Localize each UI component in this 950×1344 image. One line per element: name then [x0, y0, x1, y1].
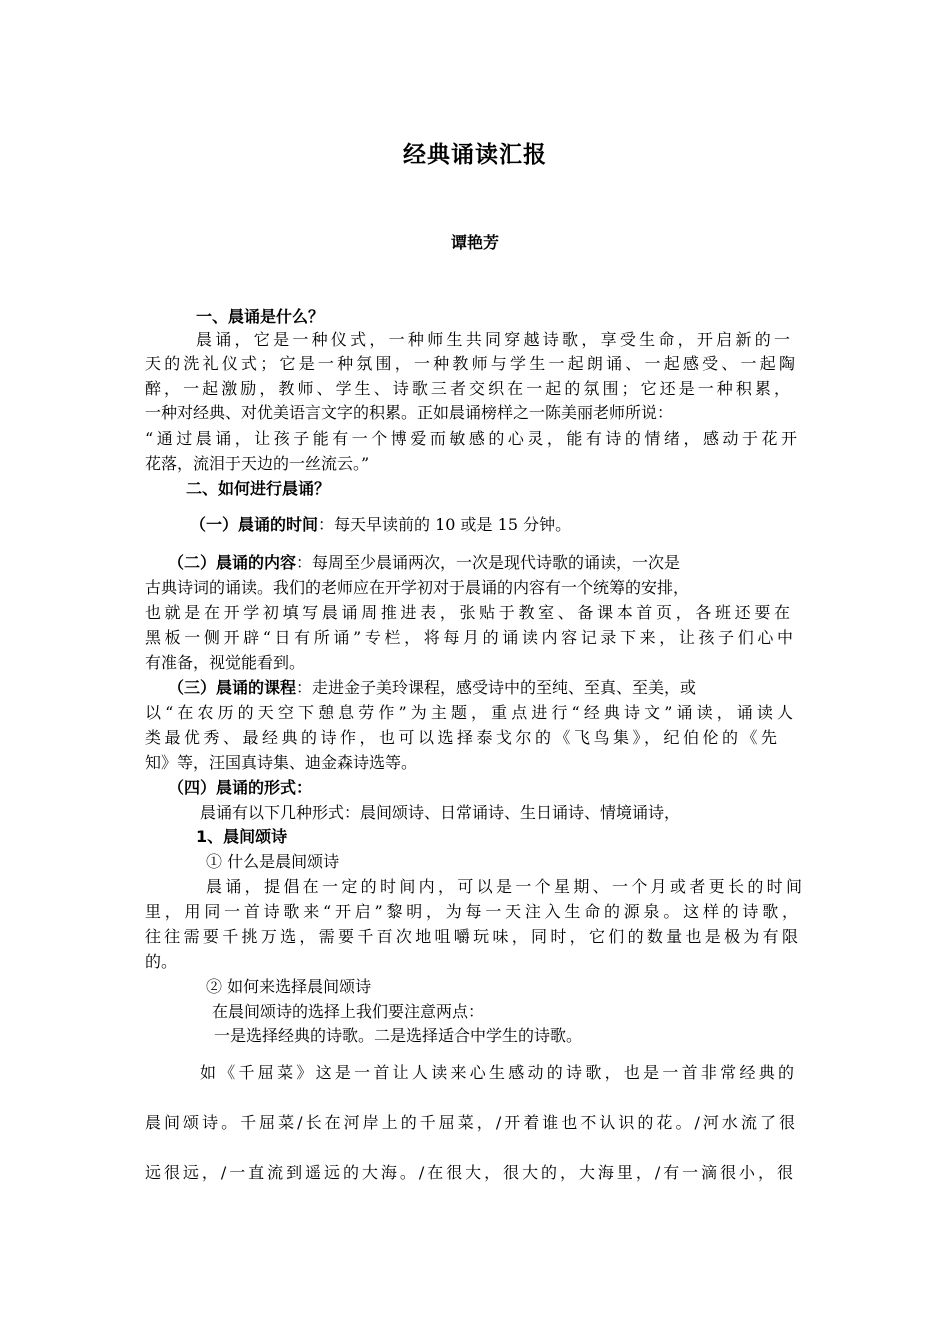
paragraph-line: 的。 — [145, 952, 178, 971]
paragraph-line: 晨诵，它是一种仪式，一种师生共同穿越诗歌，享受生命，开启新的一 — [196, 330, 790, 349]
paragraph-line — [168, 677, 828, 699]
author-name: 谭艳芳 — [450, 233, 499, 252]
paragraph-line: 知》等，汪国真诗集、迪金森诗选等。 — [145, 753, 418, 772]
subsection-label: （三）晨诵的课程 — [168, 678, 297, 697]
paragraph-line: 远很远，/一直流到遥远的大海。/在很大，很大的，大海里，/有一滴很小，很 — [145, 1163, 793, 1182]
paragraph-line: 在晨间颂诗的选择上我们要注意两点： — [212, 1002, 485, 1021]
subsection-text: ：走进金子美玲课程，感受诗中的至纯、至真、至美，或 — [296, 678, 697, 697]
subsection-text: ：每天早读前的 10 或是 15 分钟。 — [318, 515, 572, 534]
paragraph-line: 一种对经典、对优美语言文字的积累。正如晨诵榜样之一陈美丽老师所说： — [145, 403, 674, 422]
paragraph-line — [168, 552, 828, 574]
paragraph-line: 天的洗礼仪式；它是一种氛围，一种教师与学生一起朗诵、一起感受、一起陶 — [145, 354, 795, 373]
paragraph-line: 晨诵，提倡在一定的时间内，可以是一个星期、一个月或者更长的时间 — [206, 877, 802, 896]
section-heading: 一、晨诵是什么？ — [196, 307, 325, 326]
paragraph-line: 醉，一起激励，教师、学生、诗歌三者交织在一起的氛围；它还是一种积累， — [145, 379, 790, 398]
paragraph-line: 如《千屈菜》这是一首让人读来心生感动的诗歌，也是一首非常经典的 — [200, 1063, 794, 1082]
paragraph-line: 以“在农历的天空下憩息劳作”为主题，重点进行“经典诗文”诵读，诵读人 — [145, 703, 793, 722]
paragraph-line: 黑板一侧开辟“日有所诵”专栏，将每月的诵读内容记录下来，让孩子们心中 — [145, 628, 793, 647]
paragraph-line: 晨间颂诗。千屈菜/长在河岸上的千屈菜，/开着谁也不认识的花。/河水流了很 — [145, 1113, 795, 1132]
subsection-heading: （四）晨诵的形式： — [168, 778, 313, 797]
paragraph-line: 一是选择经典的诗歌。二是选择适合中学生的诗歌。 — [214, 1026, 583, 1045]
subsection-heading: 1、晨间颂诗 — [196, 827, 288, 846]
subsection-label: （二）晨诵的内容 — [168, 553, 297, 572]
paragraph-line: 有准备，视觉能看到。 — [145, 653, 306, 672]
paragraph-line: 往往需要千挑万选，需要千百次地咀嚼玩味，同时，它们的数量也是极为有限 — [145, 927, 798, 946]
paragraph-line: 晨诵有以下几种形式：晨间颂诗、日常诵诗、生日诵诗、情境诵诗， — [200, 803, 681, 822]
paragraph-line: 也就是在开学初填写晨诵周推进表，张贴于教室、备课本首页，各班还要在 — [145, 603, 790, 622]
paragraph-line: 花落，流泪于天边的一丝流云。” — [145, 454, 370, 473]
page-title: 经典诵读汇报 — [403, 142, 547, 168]
subsection-text: ：每周至少晨诵两次，一次是现代诗歌的诵读，一次是 — [296, 553, 681, 572]
paragraph-line: 古典诗词的诵读。我们的老师应在开学初对于晨诵的内容有一个统筹的安排， — [145, 578, 690, 597]
question-heading: ② 如何来选择晨间颂诗 — [206, 977, 372, 996]
paragraph-line: “通过晨诵，让孩子能有一个博爱而敏感的心灵，能有诗的情绪，感动于花开 — [145, 429, 797, 448]
subsection-label: （一）晨诵的时间 — [190, 515, 319, 534]
section-heading: 二、如何进行晨诵？ — [186, 479, 331, 498]
paragraph-line: 类最优秀、最经典的诗作，也可以选择泰戈尔的《飞鸟集》，纪伯伦的《先 — [145, 728, 777, 747]
paragraph-line — [190, 514, 850, 536]
paragraph-line: 里，用同一首诗歌来“开启”黎明，为每一天注入生命的源泉。这样的诗歌， — [145, 902, 798, 921]
question-heading: ① 什么是晨间颂诗 — [206, 852, 340, 871]
